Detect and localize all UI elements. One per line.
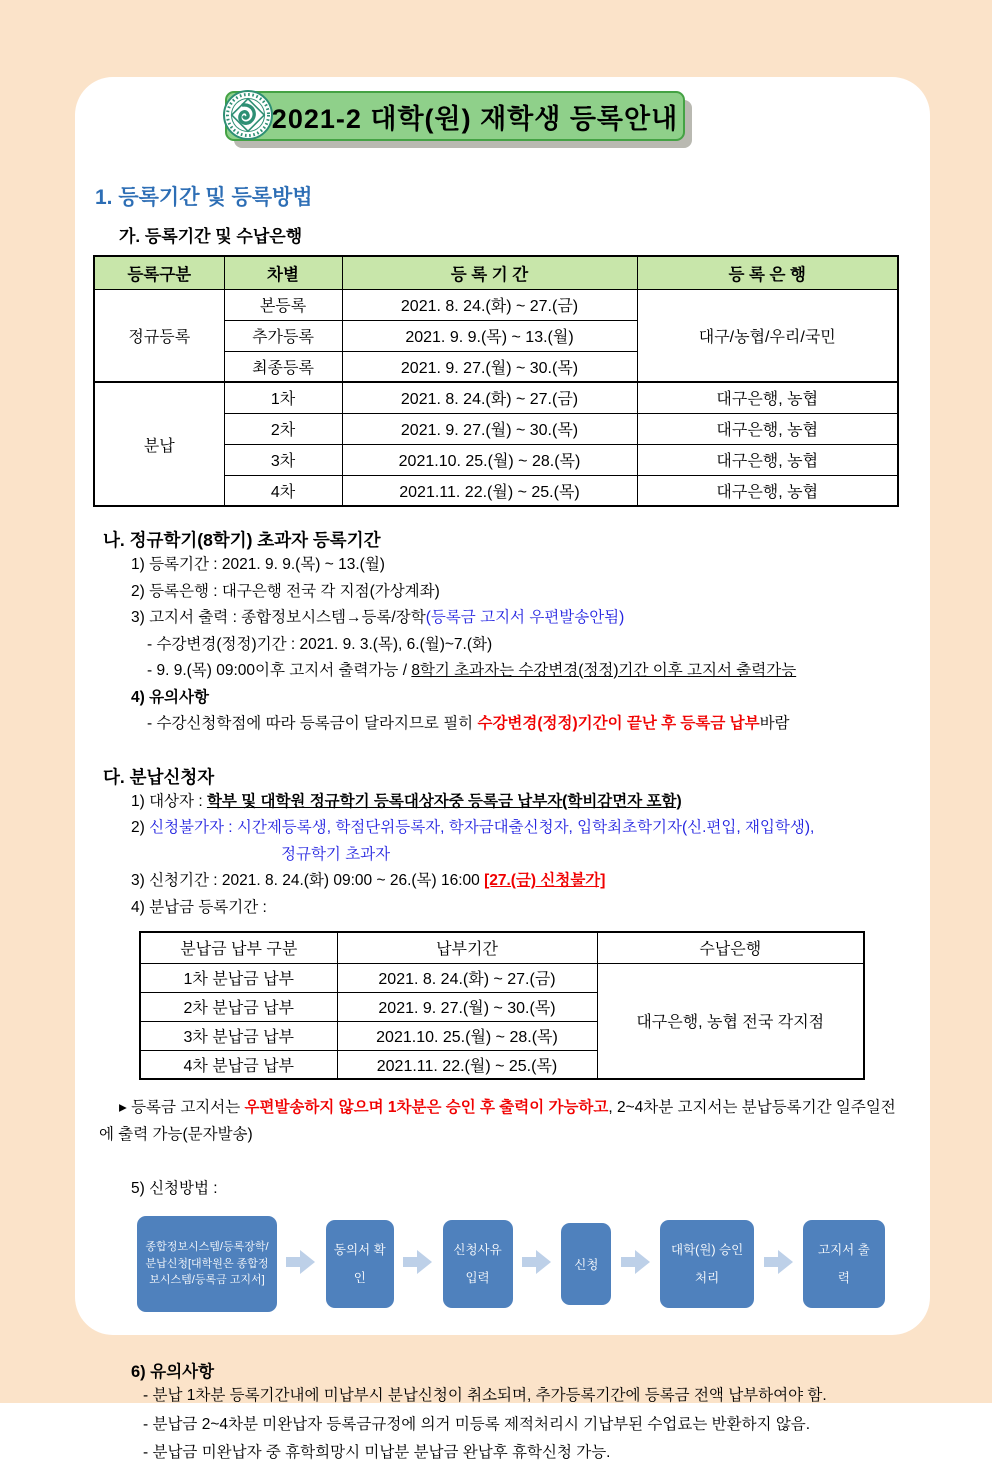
university-logo-icon <box>221 89 275 143</box>
cell: 2021. 9. 27.(월) ~ 30.(목) <box>342 351 637 382</box>
text-line <box>131 868 930 895</box>
arrow-right-icon <box>764 1249 794 1280</box>
col-header: 등 록 은 행 <box>637 256 898 289</box>
text-segment: , 2~4차분 고지서는 분납등록기간 일주일전에 출력 가능(문자발송) <box>99 1099 896 1143</box>
section1-heading: 1. 등록기간 및 등록방법 <box>95 186 313 209</box>
cell: 1차 <box>224 382 342 413</box>
text-line <box>147 711 930 738</box>
arrow-right-icon <box>621 1249 651 1280</box>
text-line <box>147 658 930 685</box>
method-label: 5) 신청방법 : <box>131 1180 218 1197</box>
col-header: 수납은행 <box>597 932 864 963</box>
text-segment-underline: 8학기 초과자는 수강변경(정정)기간 이후 고지서 출력가능 <box>411 662 797 679</box>
text-line <box>131 789 930 816</box>
flow-step-system: 종합정보시스템/등록장학/분납신청[대학원은 종합정보시스템/등록금 고지서] <box>137 1216 277 1312</box>
text-line: - 수강변경(정정)기간 : 2021. 9. 3.(목), 6.(월)~7.(화) <box>147 635 493 653</box>
text-line: 4) 유의사항 <box>131 688 209 706</box>
section1-sub-a: 가. 등록기간 및 수납은행 <box>119 227 303 246</box>
table-row <box>140 963 864 992</box>
arrow-right-icon <box>286 1249 316 1280</box>
table-row <box>94 289 898 320</box>
text-line <box>131 815 930 842</box>
text-line: - 분납금 미완납자 중 휴학희망시 미납분 분납금 완납후 휴학신청 가능. <box>143 1444 611 1461</box>
cell: 1차 분납금 납부 <box>140 963 337 992</box>
text-segment: - 수강신청학점에 따라 등록금이 달라지므로 필히 <box>147 715 478 732</box>
col-header: 납부기간 <box>337 932 597 963</box>
section-da-heading: 다. 분납신청자 <box>103 766 215 787</box>
cell: 2021.10. 25.(월) ~ 28.(목) <box>342 444 637 475</box>
arrow-right-icon <box>403 1249 433 1280</box>
text-segment: 바람 <box>759 715 790 732</box>
text-segment: 2) <box>131 819 150 836</box>
table-row <box>94 382 898 413</box>
text-segment-bold-underline: 학부 및 대학원 정규학기 등록대상자중 등록금 납부자(학비감면자 포함) <box>206 792 682 810</box>
bank-cell: 대구은행, 농협 <box>637 475 898 506</box>
section-da-body <box>131 789 930 922</box>
text-line: 2) 등록은행 : 대구은행 전국 각 지점(가상계좌) <box>131 582 440 600</box>
cell: 4차 <box>224 475 342 506</box>
cell: 본등록 <box>224 289 342 320</box>
text-segment: 3) 고지서 출력 : 종합정보시스템→등록/장학 <box>131 609 426 626</box>
cell: 2021.11. 22.(월) ~ 25.(목) <box>337 1050 597 1079</box>
cell: 4차 분납금 납부 <box>140 1050 337 1079</box>
flow-step-reason: 신청사유 입력 <box>443 1220 513 1308</box>
text-line: 4) 분납금 등록기간 : <box>131 898 267 916</box>
section-na-heading: 나. 정규학기(8학기) 초과자 등록기간 <box>103 530 381 550</box>
cell: 3차 <box>224 444 342 475</box>
cell: 추가등록 <box>224 320 342 351</box>
bank-cell: 대구은행, 농협 전국 각지점 <box>597 963 864 1079</box>
text-segment: 1) 대상자 : <box>131 792 207 810</box>
col-header: 등 록 기 간 <box>342 256 637 289</box>
text-segment: 3) 신청기간 : 2021. 8. 24.(화) 09:00 ~ 26.(목) 16:00 <box>131 872 485 889</box>
cell: 최종등록 <box>224 351 342 382</box>
text-segment-red: 우편발송하지 않으며 1차분은 승인 후 출력이 가능하고 <box>244 1099 609 1116</box>
text-segment-red-underline: [27.(금) 신청불가] <box>484 872 606 889</box>
invoice-note <box>99 1094 905 1148</box>
text-line <box>131 605 930 632</box>
registration-period-table <box>93 255 899 507</box>
table-header-row <box>140 932 864 963</box>
text-segment: - 9. 9.(목) 09:00이후 고지서 출력가능 / <box>147 662 412 679</box>
cell: 2021. 9. 27.(월) ~ 30.(목) <box>342 413 637 444</box>
bank-cell: 대구은행, 농협 <box>637 413 898 444</box>
cell: 2021. 8. 24.(화) ~ 27.(금) <box>337 963 597 992</box>
cell: 2021. 9. 9.(목) ~ 13.(월) <box>342 320 637 351</box>
cell: 2021.11. 22.(월) ~ 25.(목) <box>342 475 637 506</box>
text-line: 1) 등록기간 : 2021. 9. 9.(목) ~ 13.(월) <box>131 556 385 573</box>
text-segment: 등록금 고지서는 <box>126 1099 245 1116</box>
bank-cell: 대구은행, 농협 <box>637 382 898 413</box>
text-segment-blue: (등록금 고지서 우편발송안됨) <box>425 609 625 626</box>
col-header: 차별 <box>224 256 342 289</box>
text-line: - 분납금 2~4차분 미완납자 등록금규정에 의거 미등록 제적처리시 기납부된 수업료는 반환하지 않음. <box>143 1415 811 1433</box>
page-title: 2021-2 대학(원) 재학생 등록안내 <box>271 103 679 134</box>
triangle-bullet-icon: ▸ <box>119 1099 127 1116</box>
section6-heading: 6) 유의사항 <box>131 1363 215 1381</box>
cell: 2차 분납금 납부 <box>140 992 337 1021</box>
text-line: - 분납 1차분 등록기간내에 미납부시 분납신청이 취소되며, 추가등록기간에 등록금 전액 납부하여야 함. <box>143 1387 827 1404</box>
flow-step-consent: 동의서 확인 <box>326 1220 394 1308</box>
group-label-cell: 분납 <box>94 382 224 506</box>
text-line: 정규학기 초과자 <box>281 845 391 863</box>
flow-step-print: 고지서 출력 <box>803 1220 885 1308</box>
flow-step-approval: 대학(원) 승인처리 <box>660 1220 754 1308</box>
title-banner <box>225 91 685 141</box>
flow-step-apply: 신청 <box>561 1223 611 1305</box>
section6 <box>131 1358 930 1468</box>
cell: 2021.10. 25.(월) ~ 28.(목) <box>337 1021 597 1050</box>
text-segment-blue: 신청불가자 : 시간제등록생, 학점단위등록자, 학자금대출신청자, 입학최초학기자(신.편입, 재입학생), <box>149 819 815 836</box>
cell: 2차 <box>224 413 342 444</box>
table-header-row <box>94 256 898 289</box>
cell: 2021. 8. 24.(화) ~ 27.(금) <box>342 382 637 413</box>
cell: 2021. 9. 27.(월) ~ 30.(목) <box>337 992 597 1021</box>
col-header: 등록구분 <box>94 256 224 289</box>
cell: 2021. 8. 24.(화) ~ 27.(금) <box>342 289 637 320</box>
installment-payment-table <box>139 931 865 1080</box>
text-segment-red: 수강변경(정정)기간이 끝난 후 등록금 납부 <box>477 715 760 732</box>
bank-cell: 대구/농협/우리/국민 <box>637 289 898 382</box>
group-label-cell: 정규등록 <box>94 289 224 382</box>
bank-cell: 대구은행, 농협 <box>637 444 898 475</box>
content-card <box>75 77 930 1461</box>
section-na-body <box>131 552 930 738</box>
application-flowchart <box>137 1216 885 1312</box>
col-header: 분납금 납부 구분 <box>140 932 337 963</box>
cell: 3차 분납금 납부 <box>140 1021 337 1050</box>
arrow-right-icon <box>522 1249 552 1280</box>
